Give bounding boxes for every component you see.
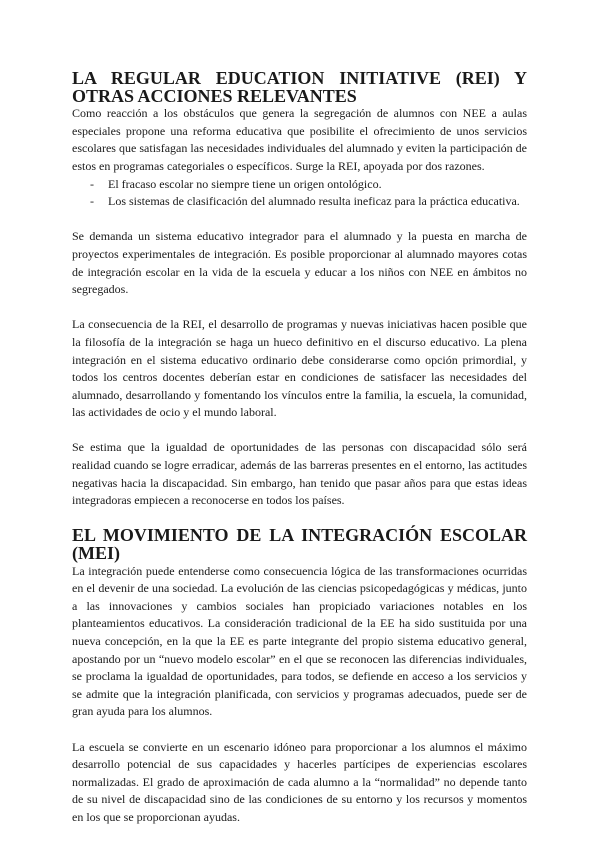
rei-paragraph-3: Se estima que la igualdad de oportunidades de las personas con discapacidad sólo será realidad cuando se logre erradicar, además de las barreras presentes en el entorno, las actitudes negativas hacia la discapacidad. Sin embargo, han tenido que pasar años para que estas ideas integradoras empiecen a reconocerse en todos los países. [72,440,527,508]
document-page [72,70,527,827]
rei-paragraph-2: La consecuencia de la REI, el desarrollo de programas y nuevas iniciativas hacen posible que la filosofía de la integración se haga un hueco definitivo en el discurso educativo. La plena integración en el sistema educativo ordinario debe considerarse como opción primordial, y todos los centros docentes deberían estar en condiciones de satisfacer las necesidades del alumnado, desarrollando y fomentando los vínculos entre la familia, la escuela, la comunidad, las actividades de ocio y el mundo laboral. [72,317,527,420]
list-item-text: El fracaso escolar no siempre tiene un origen ontológico. [108,176,382,191]
list-item [90,193,527,211]
dash-bullet: - [90,176,94,191]
list-item-text: Los sistemas de clasificación del alumnado resulta ineficaz para la práctica educativa. [108,194,520,209]
mei-paragraph-2: La escuela se convierte en un escenario idóneo para proporcionar a los alumnos el máximo desarrollo potencial de sus capacidades y hacerles partícipes de experiencias escolares normalizadas. El grado de aproximación de cada alumno a la “normalidad” no depende tanto de su nivel de discapacidad sino de las condiciones de su entorno y los recursos y momentos en los que se proporcionan ayudas. [72,739,527,824]
mei-paragraph-1: La integración puede entenderse como consecuencia lógica de las transformaciones ocurridas en el devenir de una sociedad. La evolución de las ciencias psicopedagógicas y médicas, junto a las innovaciones y cambios sociales han propiciado variaciones notables en los planteamientos educativos. La consideración tradicional de la EE ha sido sustituida por una nueva concepción, en la que la EE es parte integrante del propio sistema educativo general, apostando por un “nuevo modelo escolar” en el que se reconocen las diferencias individuales, se proclama la igualdad de oportunidades, para todos, se defiende en acceso a los servicios y se admite que la integración planificada, con servicios y programas adecuados, puede ser de gran ayuda para los alumnos. [72,563,527,719]
rei-paragraph-1: Se demanda un sistema educativo integrador para el alumnado y la puesta en marcha de proyectos experimentales de integración. Es posible proporcionar al alumnado mayores cotas de integración escolar en la vida de la escuela y educar a los niños con NEE en ámbitos no segregados. [72,229,527,297]
section-title-rei: LA REGULAR EDUCATION INITIATIVE (REI) Y OTRAS ACCIONES RELEVANTES [72,68,527,106]
section-title-mei: EL MOVIMIENTO DE LA INTEGRACIÓN ESCOLAR (MEI) [72,525,527,564]
reasons-list [72,176,527,211]
list-item [90,176,527,194]
rei-intro-paragraph: Como reacción a los obstáculos que genera la segregación de alumnos con NEE a aulas especiales propone una reforma educativa que posibilite el ofrecimiento de unos servicios escolares que satisfagan las necesidades individuales del alumnado y eviten la participación de estos en programas categoriales o específicos. Surge la REI, apoyada por dos razones. [72,106,527,173]
dash-bullet: - [90,194,94,209]
